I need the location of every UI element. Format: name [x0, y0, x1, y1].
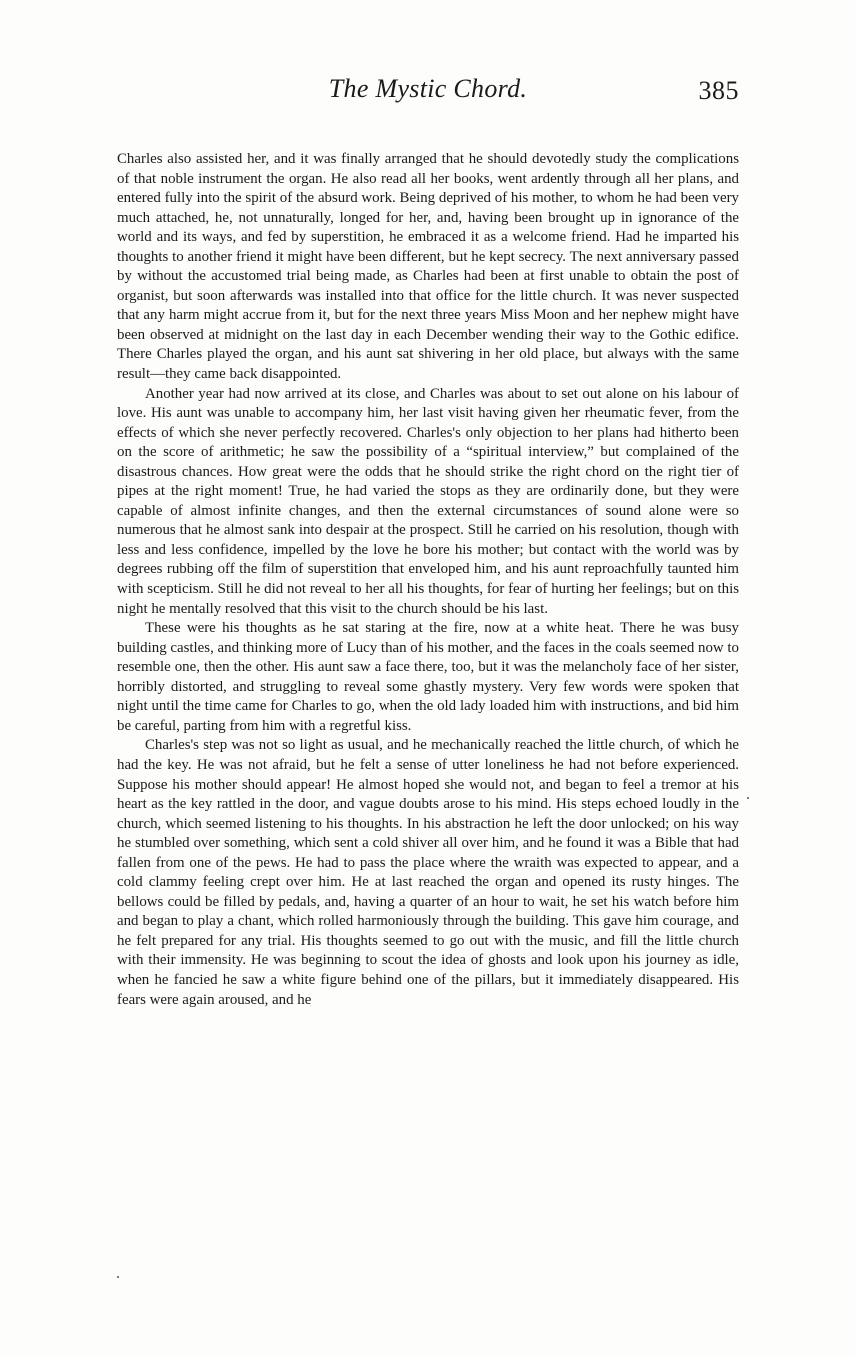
paragraph-4: Charles's step was not so light as usual, and he mechanically reached the little church, of which he had the key. He was not afraid, but he felt a sense of utter loneliness he had not before experienced. Suppose his mother should appear! He almost hoped she would not, and began to feel a tremor at his heart as the key rattled in the door, and vague doubts arose to his mind. His steps echoed loudly in the church, which seemed listening to his thoughts. In his abstraction he left the door unlocked; on his way he stumbled over something, which sent a cold shiver all over him, and he found it was a Bible that had fallen from one of the pews. He had to pass the place where the wraith was expected to appear, and a cold clammy feeling crept over him. He at last reached the organ and opened its rusty hinges. The bellows could be filled by pedals, and, having a quarter of an hour to wait, he set his watch before him and began to play a chant, which rolled harmoniously through the building. This gave him courage, and he felt prepared for any trial. His thoughts seemed to go out with the music, and fill the little church with their immensity. He was beginning to scout the idea of ghosts and look upon his journey as idle, when he fancied he saw a white figure behind one of the pillars, but it immediately disappeared. His fears were again aroused, and he [117, 737, 739, 1008]
stray-mark [117, 1276, 119, 1278]
paragraph-1: Charles also assisted her, and it was finally arranged that he should devotedly study the complications of that noble instrument the organ. He also read all her books, went ardently through all her plans, and entered fully into the spirit of the absurd work. Being deprived of his mother, to whom he had been very much attached, he, not unnaturally, longed for her, and, having been brought up in ignorance of the world and its ways, and fed by superstition, he embraced it as a welcome friend. Had he imparted his thoughts to another friend it might have been different, but he kept secrecy. The next anniversary passed by without the accustomed trial being made, as Charles had been at first unable to obtain the post of organist, but soon afterwards was installed into that office for the little church. It was never suspected that any harm might accrue from it, but for the next three years Miss Moon and her nephew might have been observed at midnight on the last day in each December wending their way to the Gothic edifice. There Charles played the organ, and his aunt sat shivering in her old place, but always with the same result—they came back disappointed. [117, 151, 739, 383]
stray-mark [747, 797, 749, 799]
paragraph-3: These were his thoughts as he sat staring at the fire, now at a white heat. There he was busy building castles, and thinking more of Lucy than of his mother, and the faces in the coals seemed now to resemble one, then the other. His aunt saw a face there, too, but it was the melancholy face of her sister, horribly distorted, and struggling to reveal some ghastly mystery. Very few words were spoken that night until the time came for Charles to go, when the old lady loaded him with instructions, and bid him be careful, parting from him with a regretful kiss. [117, 620, 739, 734]
body-text [117, 150, 739, 1010]
paragraph-2: Another year had now arrived at its close, and Charles was about to set out alone on his labour of love. His aunt was unable to accompany him, her last visit having given her rheumatic fever, from the effects of which she never perfectly recovered. Charles's only objection to her plans had hitherto been on the score of arithmetic; he saw the possibility of a “spiritual interview,” but complained of the disastrous chances. How great were the odds that he should strike the right chord on the right tier of pipes at the right moment! True, he had varied the stops as they are ordinarily done, but they were capable of almost infinite changes, and then the external circumstances of sound alone were so numerous that he almost sank into despair at the prospect. Still he carried on his resolution, though with less and less confidence, impelled by the love he bore his mother; but contact with the world was by degrees rubbing off the film of superstition that enveloped him, and his aunt reproachfully taunted him with scepticism. Still he did not reveal to her all his thoughts, for fear of hurting her feelings; but on this night he mentally resolved that this visit to the church should be his last. [117, 385, 739, 617]
page-number: 385 [698, 76, 739, 105]
page-header [117, 72, 739, 112]
running-title: The Mystic Chord. [328, 74, 528, 103]
